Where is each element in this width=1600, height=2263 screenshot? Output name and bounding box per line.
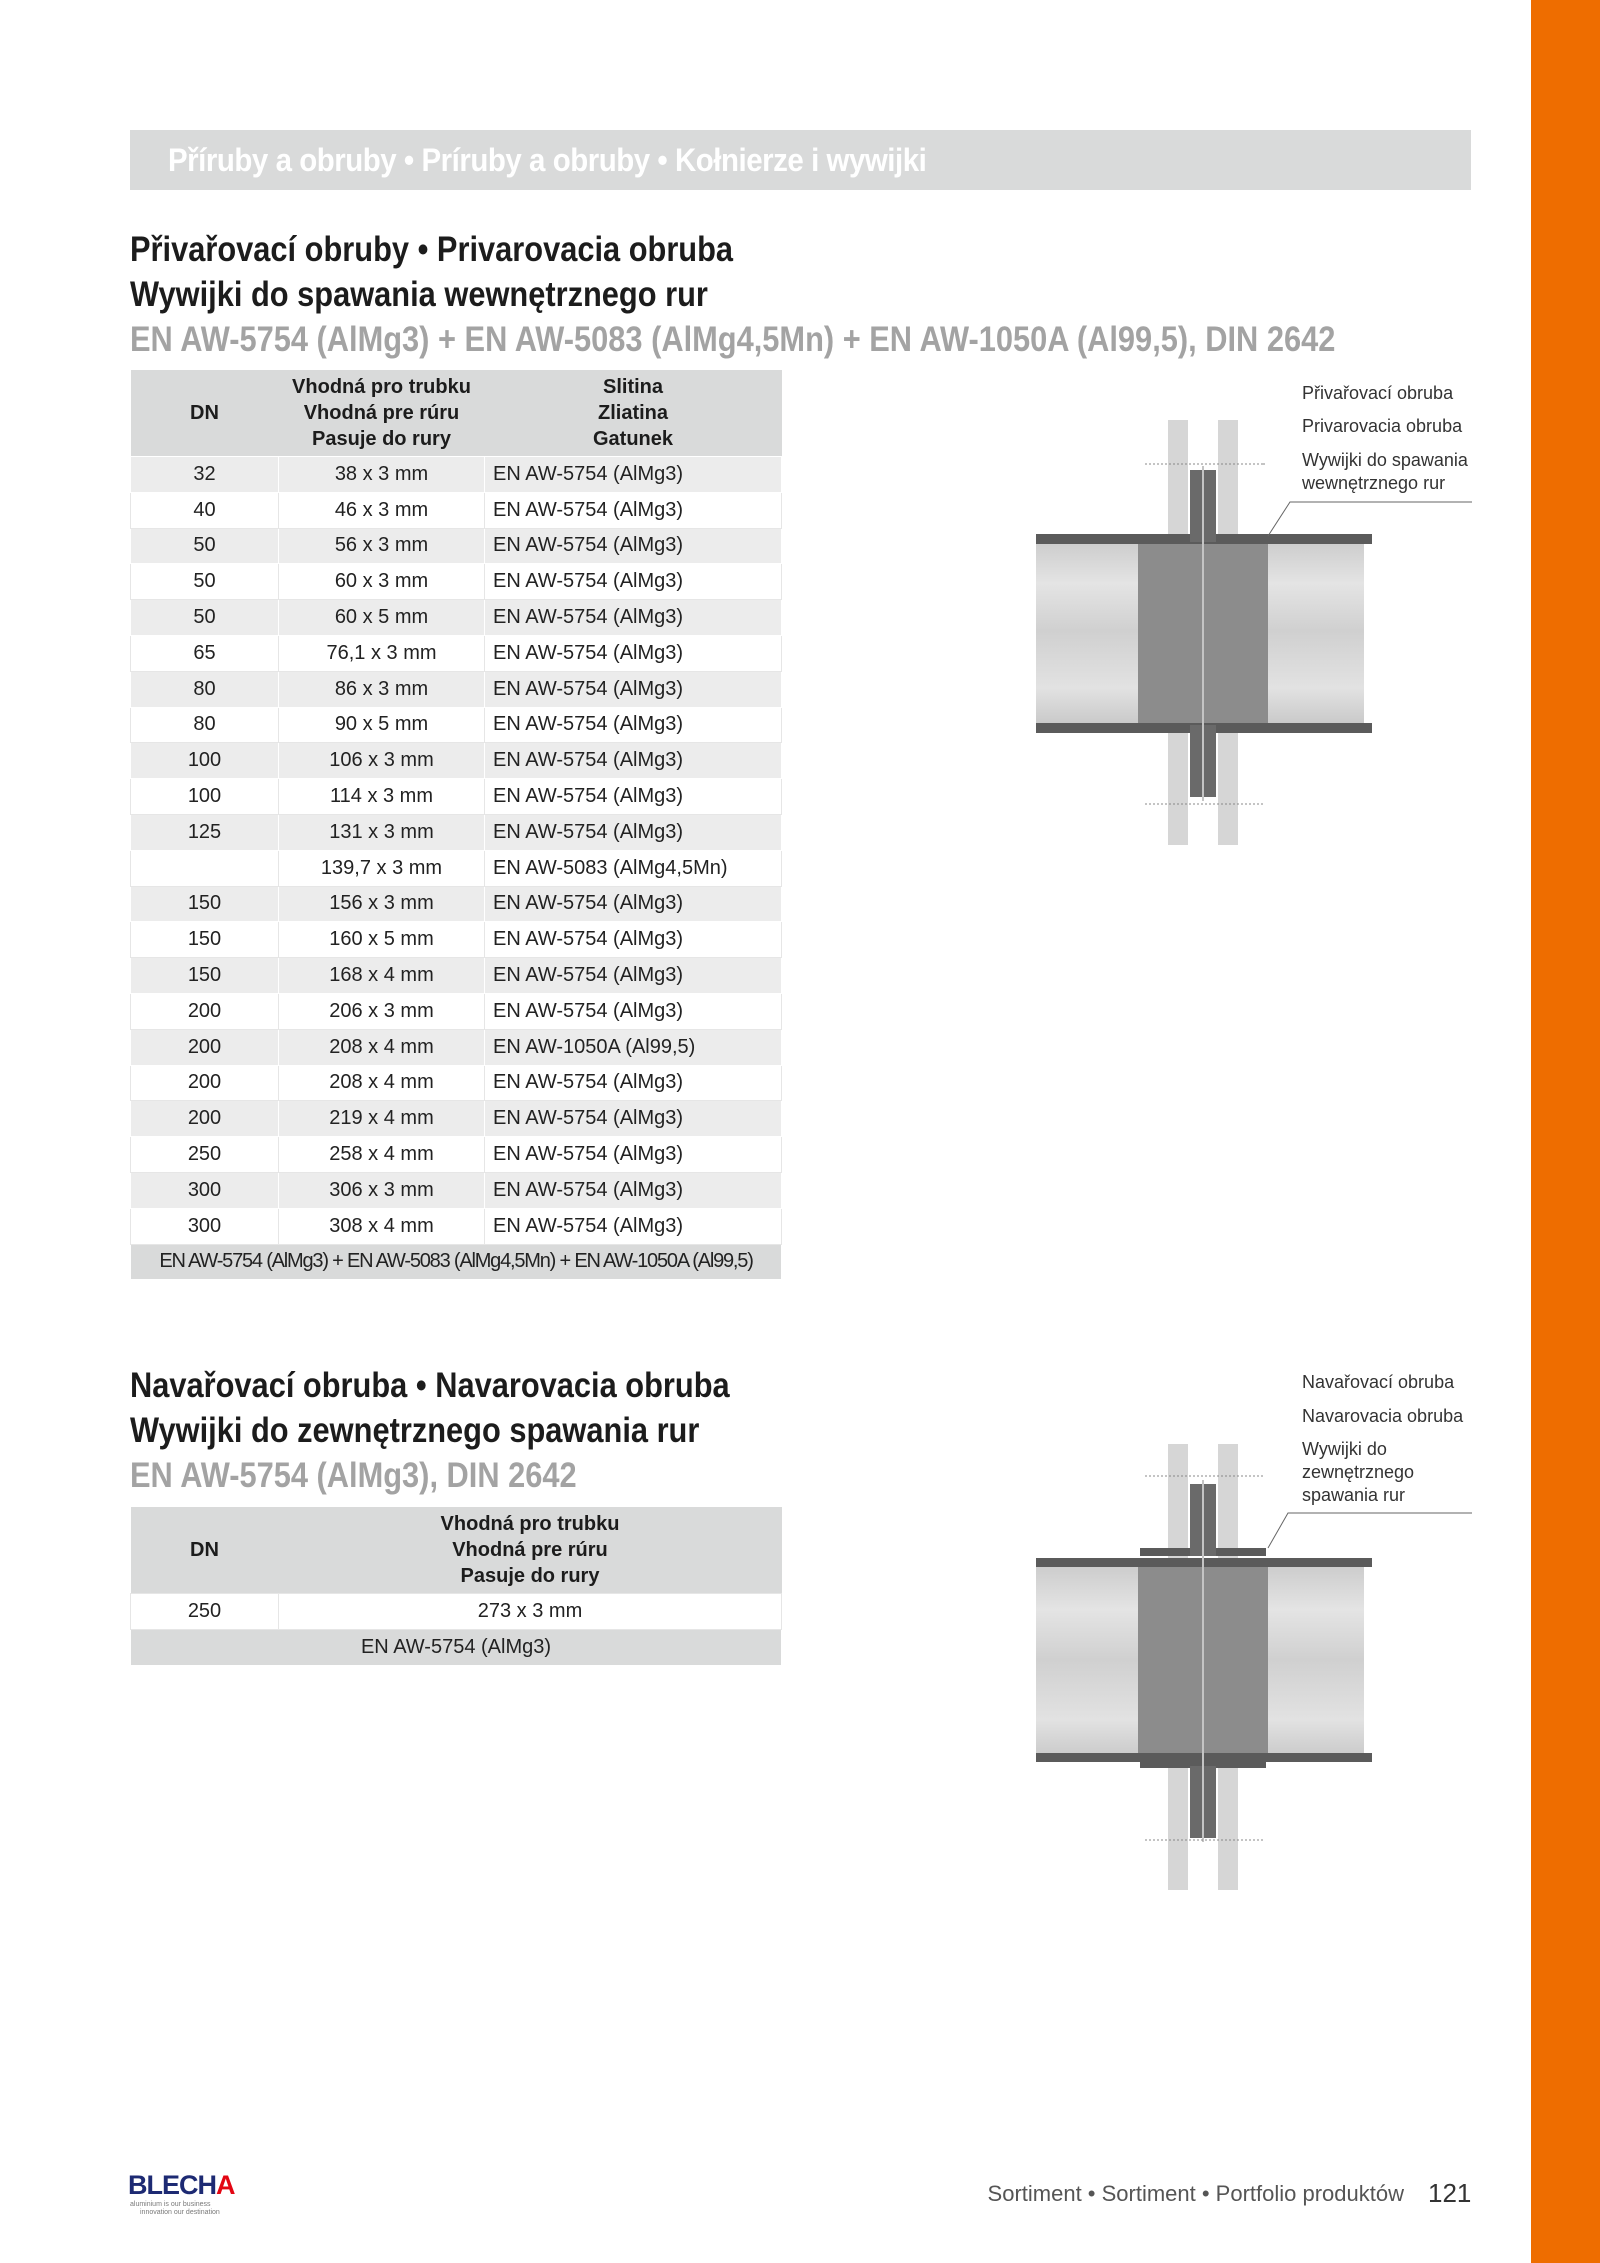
cell-alloy: EN AW-5754 (AlMg3) [485, 958, 782, 994]
header-dn: DN [131, 370, 279, 457]
table-row [131, 993, 782, 1029]
cell-dn: 250 [131, 1137, 279, 1173]
cell-dn: 100 [131, 779, 279, 815]
table-row [131, 1137, 782, 1173]
cell-dn: 50 [131, 564, 279, 600]
table-row [131, 886, 782, 922]
orange-side-strip [1531, 0, 1600, 2263]
section2-title-line1: Navařovací obruba • Navarovacia obruba [130, 1366, 730, 1405]
cell-size: 46 x 3 mm [279, 492, 485, 528]
cell-alloy: EN AW-5754 (AlMg3) [485, 564, 782, 600]
cell-dn: 200 [131, 993, 279, 1029]
table-row [131, 671, 782, 707]
cell-dn: 200 [131, 1029, 279, 1065]
callout-pl-1: Wywijki do [1302, 1439, 1387, 1459]
cell-alloy: EN AW-5754 (AlMg3) [485, 492, 782, 528]
section-banner [130, 130, 1471, 190]
table-row [131, 1029, 782, 1065]
cell-dn: 50 [131, 600, 279, 636]
cell-alloy: EN AW-5754 (AlMg3) [485, 743, 782, 779]
section1-title-line2: Wywijki do spawania wewnętrznego rur [130, 275, 708, 314]
blecha-logo: BLECHA aluminium is our business innovation our destination [128, 2170, 235, 2216]
table-row [131, 814, 782, 850]
cell-dn: 200 [131, 1101, 279, 1137]
cell-size: 273 x 3 mm [279, 1594, 782, 1630]
header-alloy: Slitina Zliatina Gatunek [485, 370, 782, 457]
header-tube: Vhodná pro trubku Vhodná pre rúru Pasuje do rury [279, 370, 485, 457]
table-row [131, 1594, 782, 1630]
table-row [131, 743, 782, 779]
cell-dn: 300 [131, 1172, 279, 1208]
cell-alloy: EN AW-5754 (AlMg3) [485, 1065, 782, 1101]
cell-dn: 300 [131, 1208, 279, 1244]
table-row [131, 779, 782, 815]
table-footer: EN AW-5754 (AlMg3) + EN AW-5083 (AlMg4,5Mn) + EN AW-1050A (Al99,5) [131, 1244, 782, 1280]
cell-dn [131, 850, 279, 886]
cell-dn: 150 [131, 886, 279, 922]
external-weld-flange-diagram [990, 1430, 1530, 1900]
cell-size: 206 x 3 mm [279, 993, 485, 1029]
cell-size: 90 x 5 mm [279, 707, 485, 743]
cell-alloy: EN AW-5754 (AlMg3) [485, 922, 782, 958]
table-row [131, 528, 782, 564]
table-row [131, 635, 782, 671]
cell-dn: 50 [131, 528, 279, 564]
table-row [131, 1172, 782, 1208]
cell-alloy: EN AW-5754 (AlMg3) [485, 993, 782, 1029]
section1-spec-table [130, 370, 782, 1280]
cell-alloy: EN AW-5754 (AlMg3) [485, 528, 782, 564]
cell-size: 131 x 3 mm [279, 814, 485, 850]
table-row [131, 564, 782, 600]
cell-alloy: EN AW-5754 (AlMg3) [485, 779, 782, 815]
section1-material-spec: EN AW-5754 (AlMg3) + EN AW-5083 (AlMg4,5Mn) + EN AW-1050A (Al99,5), DIN 2642 [130, 320, 1336, 359]
banner-title: Příruby a obruby • Príruby a obruby • Kołnierze i wywijki [168, 142, 927, 178]
cell-size: 76,1 x 3 mm [279, 635, 485, 671]
callout-cz: Navařovací obruba [1302, 1372, 1455, 1392]
cell-alloy: EN AW-5754 (AlMg3) [485, 600, 782, 636]
section2-material-spec: EN AW-5754 (AlMg3), DIN 2642 [130, 1456, 577, 1495]
cell-alloy: EN AW-5754 (AlMg3) [485, 635, 782, 671]
cell-size: 60 x 3 mm [279, 564, 485, 600]
table-header-row [131, 370, 782, 457]
header-tube: Vhodná pro trubku Vhodná pre rúru Pasuje do rury [279, 1507, 782, 1594]
table-row [131, 850, 782, 886]
cell-size: 60 x 5 mm [279, 600, 485, 636]
cell-alloy: EN AW-5754 (AlMg3) [485, 886, 782, 922]
cell-size: 86 x 3 mm [279, 671, 485, 707]
table-footer-row [131, 1629, 782, 1665]
cell-size: 208 x 4 mm [279, 1065, 485, 1101]
table-header-row [131, 1507, 782, 1594]
table-row [131, 707, 782, 743]
footer-section-label: Sortiment • Sortiment • Portfolio produktów [987, 2181, 1404, 2206]
cell-alloy: EN AW-5083 (AlMg4,5Mn) [485, 850, 782, 886]
cell-dn: 250 [131, 1594, 279, 1630]
section2-title-line2: Wywijki do zewnętrznego spawania rur [130, 1411, 700, 1450]
cell-alloy: EN AW-5754 (AlMg3) [485, 1172, 782, 1208]
cell-alloy: EN AW-5754 (AlMg3) [485, 457, 782, 493]
cell-size: 160 x 5 mm [279, 922, 485, 958]
cell-size: 208 x 4 mm [279, 1029, 485, 1065]
callout-pl-1: Wywijki do spawania [1302, 450, 1468, 470]
cell-alloy: EN AW-5754 (AlMg3) [485, 671, 782, 707]
table-row [131, 457, 782, 493]
cell-dn: 150 [131, 922, 279, 958]
table-row [131, 1101, 782, 1137]
table-row [131, 958, 782, 994]
cell-alloy: EN AW-5754 (AlMg3) [485, 707, 782, 743]
section1-title-line1: Přivařovací obruby • Privarovacia obruba [130, 230, 734, 269]
table-row [131, 1065, 782, 1101]
cell-size: 258 x 4 mm [279, 1137, 485, 1173]
callout-pl-3: spawania rur [1302, 1485, 1406, 1505]
callout-cz: Přivařovací obruba [1302, 383, 1454, 403]
cell-size: 168 x 4 mm [279, 958, 485, 994]
cell-size: 106 x 3 mm [279, 743, 485, 779]
cell-size: 219 x 4 mm [279, 1101, 485, 1137]
cell-alloy: EN AW-5754 (AlMg3) [485, 1137, 782, 1173]
cell-alloy: EN AW-5754 (AlMg3) [485, 1101, 782, 1137]
header-dn: DN [131, 1507, 279, 1594]
cell-size: 308 x 4 mm [279, 1208, 485, 1244]
cell-alloy: EN AW-5754 (AlMg3) [485, 814, 782, 850]
table-footer: EN AW-5754 (AlMg3) [131, 1629, 782, 1665]
cell-dn: 150 [131, 958, 279, 994]
cell-dn: 80 [131, 707, 279, 743]
callout-sk: Navarovacia obruba [1302, 1406, 1464, 1426]
table-row [131, 1208, 782, 1244]
cell-size: 38 x 3 mm [279, 457, 485, 493]
callout-sk: Privarovacia obruba [1302, 416, 1463, 436]
cell-dn: 100 [131, 743, 279, 779]
table-footer-row [131, 1244, 782, 1280]
cell-alloy: EN AW-5754 (AlMg3) [485, 1208, 782, 1244]
cell-dn: 200 [131, 1065, 279, 1101]
cell-size: 156 x 3 mm [279, 886, 485, 922]
section2-spec-table [130, 1507, 782, 1666]
callout-pl-2: zewnętrznego [1302, 1462, 1415, 1482]
cell-dn: 80 [131, 671, 279, 707]
cell-size: 139,7 x 3 mm [279, 850, 485, 886]
table-row [131, 492, 782, 528]
cell-dn: 32 [131, 457, 279, 493]
cell-dn: 40 [131, 492, 279, 528]
callout-pl-2: wewnętrznego rur [1302, 473, 1446, 493]
table-row [131, 922, 782, 958]
cell-size: 114 x 3 mm [279, 779, 485, 815]
cell-alloy: EN AW-1050A (Al99,5) [485, 1029, 782, 1065]
page-number: 121 [1428, 2178, 1472, 2208]
cell-dn: 65 [131, 635, 279, 671]
cell-dn: 125 [131, 814, 279, 850]
cell-size: 306 x 3 mm [279, 1172, 485, 1208]
table-row [131, 600, 782, 636]
cell-size: 56 x 3 mm [279, 528, 485, 564]
